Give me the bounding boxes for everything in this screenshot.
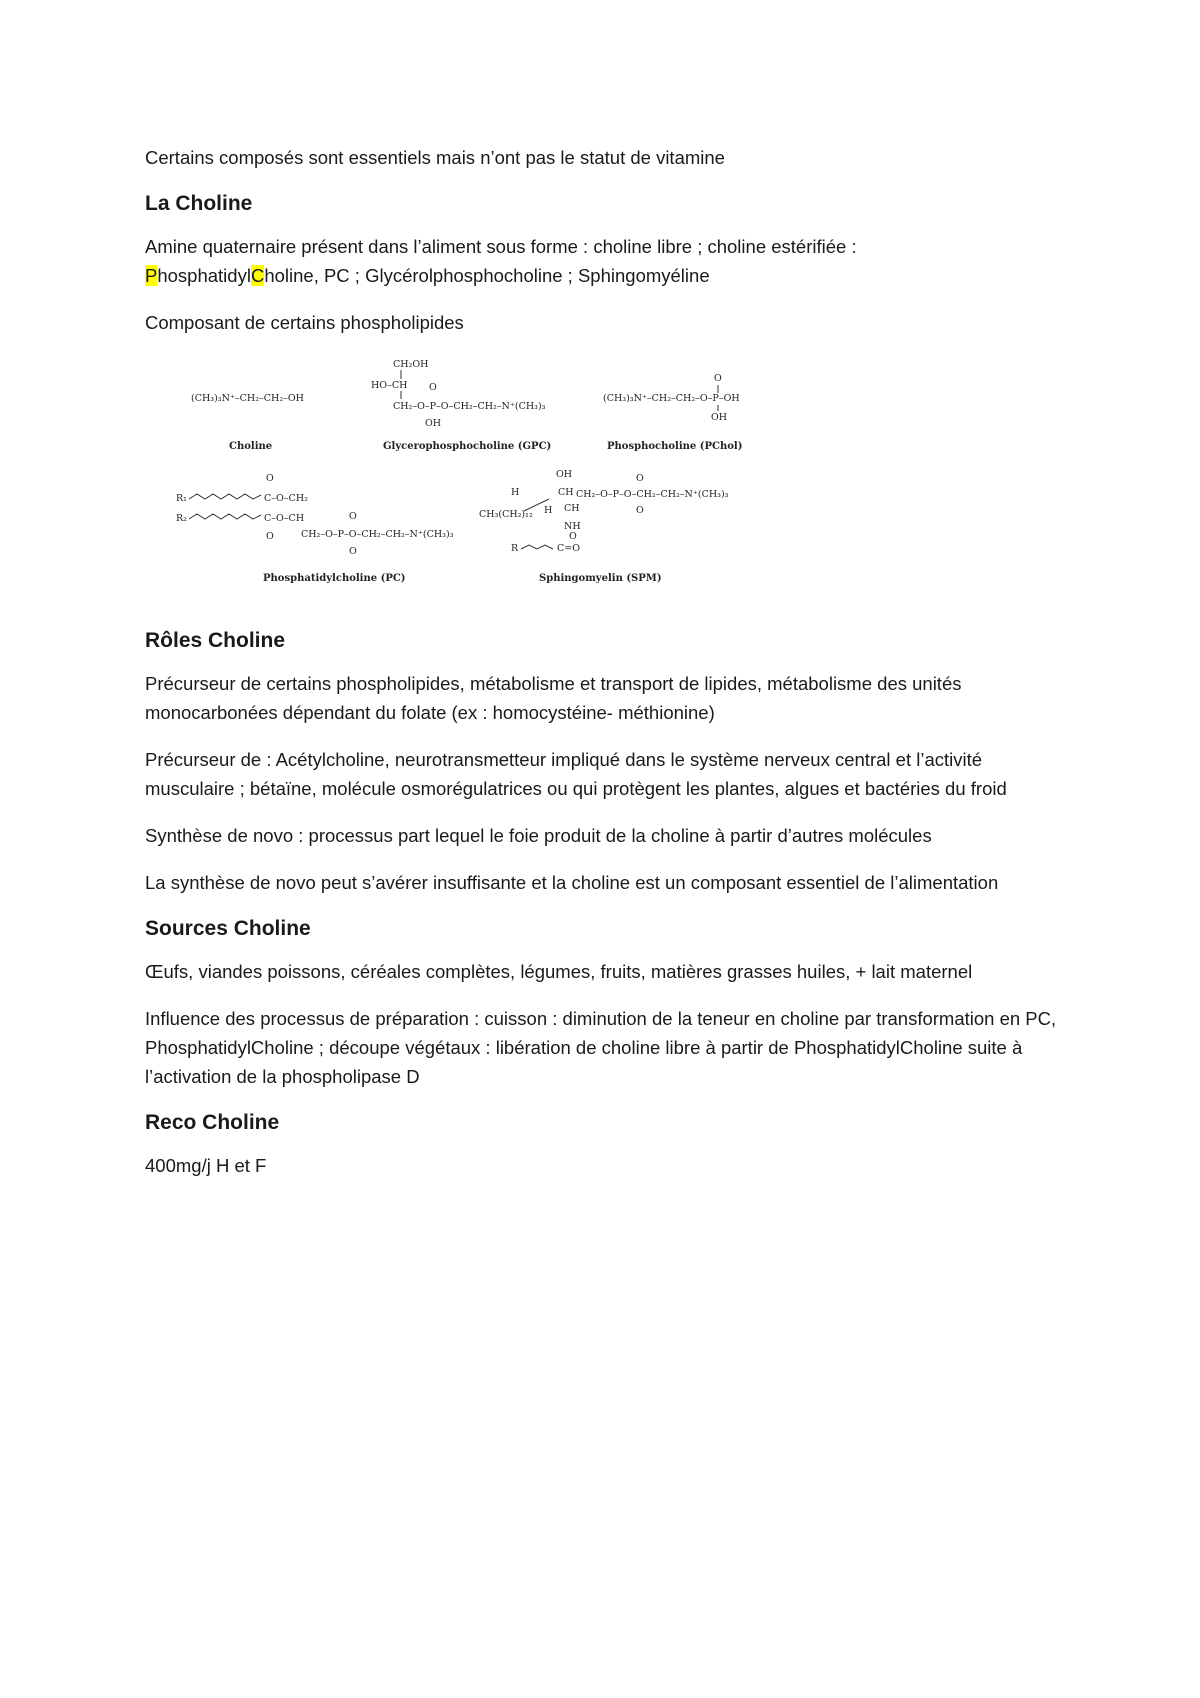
pchol-chain: (CH₃)₃N⁺–CH₂–CH₂–O–P–OH	[603, 393, 740, 404]
spm-ocarb: O	[569, 531, 577, 542]
gpc-chain: CH₂–O–P–O–CH₂–CH₂–N⁺(CH₃)₃	[393, 401, 546, 412]
spm-chain: CH₂–O–P–O–CH₂–CH₂–N⁺(CH₃)₃	[576, 489, 729, 500]
choline-label: Choline	[229, 441, 273, 452]
pchol-label: Phosphocholine (PChol)	[607, 441, 743, 452]
roles-paragraph-1: Précurseur de certains phospholipides, métabolisme et transport de lipides, métabolisme des unités monocarbonées dépendant du folate (ex : homocystéine- méthionine)	[145, 673, 962, 723]
pc-po: O	[349, 511, 357, 522]
pc-o2: O	[266, 531, 274, 542]
reco-paragraph: 400mg/j H et F	[145, 1155, 267, 1176]
spm-po: O	[636, 473, 644, 484]
intro-text: Certains composés sont essentiels mais n’ont pas le statut de vitamine	[145, 147, 725, 168]
pc-o3: O	[349, 546, 357, 557]
choline-forms-mid: hosphatidyl	[157, 265, 251, 286]
spm-co: C=O	[557, 543, 581, 554]
pc-label: Phosphatidylcholine (PC)	[263, 573, 406, 584]
pc-r1: R₁	[176, 493, 187, 504]
section-title-reco: Reco Choline	[145, 1111, 280, 1134]
section-title-choline: La Choline	[145, 192, 253, 215]
pc-chain: CH₂–O–P–O–CH₂–CH₂–N⁺(CH₃)₃	[301, 529, 454, 540]
spm-label: Sphingomyelin (SPM)	[539, 573, 662, 584]
spm-h2: H	[544, 505, 553, 516]
spm-h1: H	[511, 487, 520, 498]
chemical-structures-diagram	[171, 359, 771, 599]
choline-structures-figure	[171, 359, 771, 599]
gpc-oh: OH	[425, 418, 442, 429]
spm-nh: NH	[564, 521, 581, 532]
phospholipid-component-text: Composant de certains phospholipides	[145, 312, 464, 333]
roles-paragraph-2: Précurseur de : Acétylcholine, neurotransmetteur impliqué dans le système nerveux central et l’activité musculaire ; bétaïne, molécule osmorégulatrices ou qui protègent les plantes, algues et bactéries du froid	[145, 749, 1007, 799]
pc-chain-2	[189, 514, 261, 519]
choline-formula: (CH₃)₃N⁺–CH₂–CH₂–OH	[191, 393, 304, 404]
highlight-p: P	[145, 265, 158, 286]
spm-o: O	[636, 505, 644, 516]
document-content	[145, 143, 1075, 1198]
choline-forms-paragraph	[145, 232, 1075, 290]
pc-r2: R₂	[176, 513, 187, 524]
spm-ch2: CH	[564, 503, 580, 514]
roles-paragraph-4: La synthèse de novo peut s’avérer insuffisante et la choline est un composant essentiel de l’alimentation	[145, 872, 999, 893]
spm-oh: OH	[556, 469, 573, 480]
pc-ch: C–O–CH	[264, 513, 305, 524]
highlight-c: C	[250, 265, 265, 286]
gpc-label: Glycerophosphocholine (GPC)	[383, 441, 552, 452]
pchol-oh: OH	[711, 412, 728, 423]
spm-ch: CH	[558, 487, 574, 498]
pchol-o: O	[714, 373, 722, 384]
choline-forms-rest: holine, PC ; Glycérolphosphocholine ; Sphingomyéline	[264, 265, 710, 286]
pc-ch2: C–O–CH₂	[264, 493, 308, 504]
pc-chain-1	[189, 494, 261, 499]
section-title-sources: Sources Choline	[145, 917, 311, 940]
gpc-ho: HO–CH	[371, 380, 408, 391]
pc-o1: O	[266, 473, 274, 484]
spm-chain-r	[521, 545, 553, 549]
gpc-top: CH₂OH	[393, 359, 429, 370]
roles-paragraph-3: Synthèse de novo : processus part lequel le foie produit de la choline à partir d’autres molécules	[145, 825, 932, 846]
section-title-roles: Rôles Choline	[145, 629, 286, 652]
gpc-o: O	[429, 382, 437, 393]
sources-paragraph-1: Œufs, viandes poissons, céréales complètes, légumes, fruits, matières grasses huiles, + lait maternel	[145, 961, 973, 982]
spm-left: CH₃(CH₂)₁₂	[479, 509, 533, 520]
sources-paragraph-2: Influence des processus de préparation : cuisson : diminution de la teneur en choline par transformation en PC, PhosphatidylCholine ; découpe végétaux : libération de choline libre à partir de PhosphatidylCholine suite à l’activation de la phospholipase D	[145, 1008, 1057, 1087]
spm-r: R	[511, 543, 519, 554]
choline-forms-line1: Amine quaternaire présent dans l’aliment sous forme : choline libre ; choline estérifiée :	[145, 236, 857, 257]
